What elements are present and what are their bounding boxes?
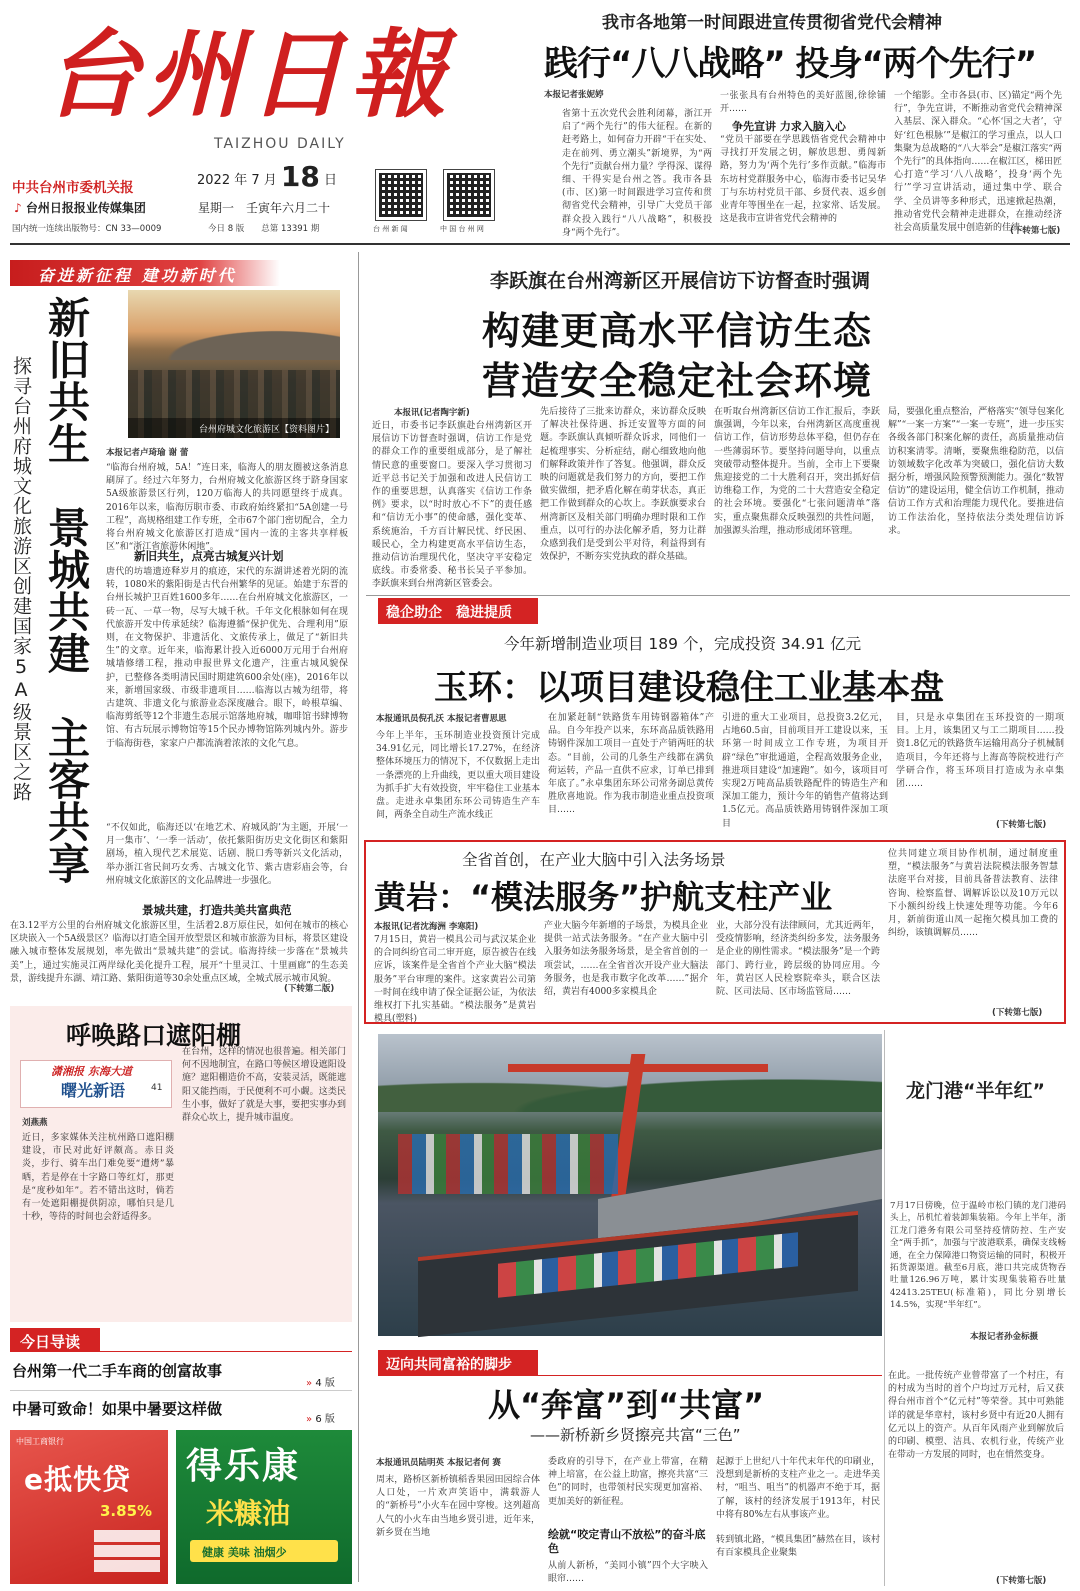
center-byline: 本报讯(记者陶宇新) (394, 408, 470, 418)
masthead-group (14, 199, 146, 216)
port-crane-arm (508, 1064, 768, 1072)
huangyan-col2: 产业大脑今年新增的子场景，为模具企业提供一站式法务服务。“在产业大脑中引入服务如法务服务场景，是全省首创的一项尝试，……在全省首次开设产业大脑法务服务，也是我市数字化改革……”据介绍，黄岩有4000多家模具企 (544, 921, 708, 998)
date-prefix: 2022 年 7 月 (197, 173, 277, 188)
center-headline-1: 构建更高水平信访生态 (482, 309, 873, 353)
feature-text-3: 在3.12平方公里的台州府城文化旅游区里，生活着2.8万原住民，如何在城市的核心区块嵌入一个5A级景区？临海以打造全国开放型景区和城市旅游为目标，将景区建设融入城市整体发展规划，率先做出“景城共建”的尝试。临海持续一步落在“景城共美”上，通过实施灵江两岸绿化美化提升工程，展开“十里灵江、十里画廊”的生态美景，游线提升东湖、靖江路、紫阳街道等30余处重点区域，全城式展示城市风貌。 (10, 921, 348, 984)
port-title: 龙门港“半年红” (906, 1080, 1045, 1102)
yuhuan-col1: 今年上半年，玉环制造业投资预计完成34.91亿元，同比增长17.27%，在经济整体环境压力的情况下，不仅数据上走出一条漂亮的上升曲线，更以重大项目建设为抓手扩大有效投资，牢牢稳住工业基本盘。走进永卓集团东环公司铸造生产车间，两条全自动生产流水线正 (376, 731, 540, 821)
guide-item-2[interactable]: 中暑可致命！如果中暑要这样做 (12, 1400, 223, 1418)
masthead-cn: 国内统一连续出版物号：CN 33—0009 (12, 224, 162, 234)
qr2-label: 中 国 台 州 网 (440, 225, 484, 233)
column-logo (20, 1060, 172, 1108)
feature-vertical-title: 新旧共生 景城共建 主客共享 (42, 296, 91, 884)
center-kicker: 李跃旗在台州湾新区开展信访下访督查时强调 (490, 270, 871, 292)
left-column-divider (358, 252, 359, 1582)
top-story-col2-lead: 一张张具有台州特色的美好蓝图,徐徐铺开…… (720, 91, 886, 115)
section-banner-common-prosperity (378, 1350, 538, 1376)
center-col4: 局，要强化重点整治，严格落实“领导包案化解”“一案一方案”“一案一专班”，进一步压实各级各部门积案化解的责任，高质量推动信访积案清零。清晰，要聚焦维稳防范，以信访领域数字化改革为突破口，强化信访大数据分析，增强风险预警预测能力。强化“数智信访”的建设运用，健全信访工作机制，推动信访工作方式和治理能力现代化。要推进信访工作法治化，坚持依法分类处理信访诉求。 (888, 407, 1065, 536)
top-story-col2: “党员干部要在学思践悟省党代会精神中寻找打开发展之钥，解放思想、勇闯新路，努力为‘两个先行’多作贡献。”临海市东坊村党群服务中心，临海市委书记吴华丁与东坊村党员干部、乡贤代表、返乡创业青年等围坐在一起，拉家常、话发展。这是我市宣讲省党代会精神的 (720, 135, 886, 225)
yuhuan-byline: 本报通讯员倪孔沃 本报记者曹思思 (376, 714, 507, 724)
masthead-date (197, 160, 337, 193)
top-story-kicker: 我市各地第一时间跟进宣传贯彻省党代会精神 (602, 13, 942, 33)
port-byline: 本报记者孙金标摄 (970, 1332, 1039, 1342)
center-col3: 在听取台州湾新区信访工作汇报后，李跃旗强调，今年以来，台州湾新区高度重视信访工作，信访形势总体平稳，但仍存在一些薄弱环节。要坚持问题导向，以重点突破带动整体提升。当前，全市上下要聚焦迎接党的二十大胜利召开，突出抓好信访维稳工作，为党的二十大营造安全稳定的社会环境。要强化“七张问题清单”落实，重点聚焦群众反映强烈的共性问题，加强源头治理，推动形成闭环管理。 (714, 407, 880, 536)
right-column-divider (884, 1030, 885, 1586)
top-story-headline: 践行“八八战略” 投身“两个先行” (544, 44, 1037, 84)
bottom-col2: 委政府的引导下，在产业上带富，在精神上培富，在公益上助富，擦亮共富“三色”的同时，也带领村民实现更加富裕、更加美好的新征程。 (548, 1457, 708, 1507)
bottom-col2-subhead: 绘就“咬定青山不放松”的奋斗底色 (548, 1528, 706, 1555)
center-divider-1 (366, 595, 1070, 596)
huangyan-jump[interactable]: (下转第七版) (992, 1008, 1043, 1018)
bottom-jump[interactable]: (下转第七版) (996, 1576, 1047, 1586)
top-story-col3: 一个缩影。全市各县(市、区)锚定“两个先行”，争先宣讲，不断推动省党代会精神深入基层、深入群众。“心怀‘国之大者’，守好‘红色根脉’”是椒江的学习重点，以人口集聚为总战略的“八大举会”是椒江落实“两个先行”的具体指向……在椒江区，梯田匠心打造“学习‘八八战略’，投身‘两个先行’”学习宣讲活动，通过集中学、联合学、全员讲等多种形式，迅速掀起热潮，推动省党代会精神走进群众，在推动经济社会高质量发展中创造新的佳绩。 (894, 91, 1062, 234)
huangyan-col3: 业，大部分没有法律顾问，尤其近两年，受疫情影响，经济类纠纷多发，法务服务是企业的刚性需求。“模法服务”是一个跨部门、跨行业，跨层级的协同应用。今年，黄岩区人民检察院牵头，联合区法院、区司法局、区市场监管局…… (716, 921, 880, 998)
ad-bank-rate: 3.85% (100, 1502, 153, 1520)
masthead-divider (10, 243, 1070, 245)
feature-banner-text: 奋进新征程 建功新时代 (38, 266, 237, 285)
bottom-col3-text: 转到镇北路，“模具集团”赫然在目，该村有百家模具企业聚集 (716, 1535, 880, 1559)
ad-rice-oil[interactable] (176, 1430, 352, 1584)
feature-photo[interactable] (128, 290, 340, 438)
column-author: 刘燕燕 (22, 1118, 48, 1128)
center-col2: 先后接待了三批来访群众，来访群众反映了解决社保待遇、拆迁安置等方面的问题。李跃旗认真倾听群众诉求，同他们一起梳理事实、分析症结，耐心细致地向他们解释政策并作了答复。他强调，群众反映的问题就是我们努力的方向，要把工作做实做细，把矛盾化解在萌芽状态，真正把工作做到群众的心坎上。李跃旗要求台州湾新区及相关部门明确办理时限和工作重点，以可行的办法化解矛盾，努力让群众感到我们是受到公平对待，利益得到有效保护，不断夯实党执政的群众基础。 (540, 407, 706, 563)
date-suffix: 日 (324, 173, 338, 188)
guide-arrow-icon: » (306, 1378, 313, 1389)
column-logo-main: 曙光新语 (61, 1081, 126, 1100)
bottom-byline: 本报通讯员陆明英 本报记者何 赛 (376, 1458, 501, 1468)
feature-subhead-1: 新旧共生，点亮古城复兴计划 (134, 549, 284, 563)
photo-caption (128, 418, 340, 438)
guide-item-1[interactable]: 台州第一代二手车商的创富故事 (12, 1362, 223, 1380)
guide-item-2-page-text: 6 版 (315, 1414, 335, 1425)
section-banner-common-prosperity-text: 迈向共同富裕的脚步 (386, 1357, 512, 1373)
yuhuan-col3: 引进的重大工业项目，总投资3.2亿元，占地60.5亩，目前项目开工建设以来，玉环第一时间成立工作专班，为项目开辟“绿色”审批通道，全程高效服务企业，推进项目建设“加速跑”。如今，该项目可实现2万吨高品质铁路配件的铸造生产和深加工能力，预计今年的销售产值将达到1.5亿元。高品质铁路用铸钢件深加工项目 (722, 713, 888, 829)
top-story (540, 0, 1070, 240)
ad-bank[interactable] (10, 1430, 168, 1584)
column-text-1: 近日，多家媒体关注杭州路口遮阳棚建设，市民对此好评颇高。赤日炎炎，步行、骑车出门难免要“遭烤”暴晒，若是停在十字路口等红灯，那更是“度秒如年”。若不错出这时，倘若有一处遮阳棚提供阴凉，哪怕只是几十秒，等待的时间也会舒适得多。 (22, 1133, 174, 1223)
column-text-2: 在台州，这样的情况也很普遍。相关部门何不因地制宜，在路口等候区增设遮阳设施？遮阳棚造价不高，安装灵活，既能遮阳又能挡雨，于民便利不可小觑。这类民生小事，做好了就是大事，要把实事办到群众心坎上，提升城市温度。 (182, 1047, 346, 1124)
huangyan-col1: 7月15日，黄岩一模具公司与武汉某企业的合同纠纷官司二审开庭，原告被告在线应诉，该案件是全省首个产业大脑“模法服务”平台审理的案件。这家黄岩公司第一时间在线申请了保全证据公证，为依法维权打下扎实基础。“模法服务”是黄岩模具(塑料) (374, 935, 537, 1025)
guide-header-text: 今日导读 (20, 1333, 81, 1351)
guide-header (10, 1328, 100, 1352)
ad-rice-oil-sub: 米糠油 (206, 1497, 291, 1530)
huangyan-story (364, 840, 1066, 1024)
yuhuan-col4: 目，只是永卓集团在玉环投资的一期项目。上月，该集团又与工二期项目……投资1.8亿元的铁路货车运输用高分子机械制造项目，今年还将与上海高等院校进行产学研合作，将玉环项目打造成为永卓集团…… (896, 713, 1064, 790)
top-story-jump[interactable]: (下转第七版) (1010, 226, 1061, 236)
center-story (366, 252, 1070, 597)
ad-rice-oil-slogan-bar (190, 1540, 338, 1562)
top-story-col2-subhead: 争先宣讲 力求入脑入心 (732, 120, 846, 133)
huangyan-kicker: 全省首创，在产业大脑中引入法务场景 (462, 851, 726, 869)
newspaper-logo: 台州日報 (44, 18, 452, 131)
huangyan-byline: 本报讯(记者沈海洲 李寒阳) (374, 922, 479, 932)
feature-jump-bottom[interactable]: (下转第二版) (284, 984, 335, 994)
photo-caption-text: 台州府城文化旅游区【资料图片】 (198, 425, 334, 435)
guide-header-rule (100, 1351, 352, 1352)
ad-rice-oil-brand: 得乐康 (186, 1446, 301, 1487)
qr1-label: 台 州 新 闻 (373, 225, 408, 233)
column-title: 呼唤路口遮阳棚 (66, 1021, 242, 1050)
bottom-story (366, 1371, 1070, 1588)
masthead (0, 0, 540, 240)
guide-arrow-icon: » (306, 1414, 313, 1425)
yuhuan-headline: 玉环：以项目建设稳住工业基本盘 (434, 668, 944, 708)
yuhuan-col2: 在加紧赶制“铁路货车用铸钢器箱体”产品。自今年投产以来，东环高品质铁路用铸钢件深加工项目一直处于产销两旺的状态。“目前，公司的几条生产线都在满负荷运转，产品一直供不应求，订单已排到年底了。”永卓集团东环公司常务副总黄传胜欣喜地说。作为我市制造业重点投资项目…… (548, 713, 714, 816)
opinion-column (10, 1006, 352, 1322)
yuhuan-jump[interactable]: (下转第七版) (996, 820, 1047, 830)
top-story-byline: 本报记者张妮婷 (544, 90, 604, 100)
masthead-weekday: 星期一 壬寅年六月二十 (198, 201, 331, 215)
masthead-organ: 中共台州市委机关报 (12, 180, 134, 196)
group-name: 台州日报报业传媒集团 (25, 201, 146, 215)
qr-code-china-taizhou[interactable] (444, 170, 494, 220)
qr-code-taizhou-news[interactable] (376, 170, 426, 220)
bottom-col4: 在此。一批传统产业曾带富了一个村庄，有的村成为当时的首个户均过万元村，后又获得台州市首个“亿元村”等荣誉。其中可熟能详的就是华章村，该村乡贤中有近20人拥有亿元以上的资产。从百年风雨产业到解放后的印刷、模塑、洁具、农机行业，传统产业在带动一方发展的同时，也在悄然变身。 (888, 1371, 1064, 1461)
port-photo[interactable] (378, 1034, 882, 1336)
date-day: 18 (280, 160, 320, 193)
port-text: 7月17日傍晚，位于温岭市松门镇的龙门港码头上，吊机忙着装卸集装箱。今年上半年，浙江龙门港务有限公司坚持疫情防控、生产安全“两手抓”，加强与宁波港联系，确保支线畅通，在全力保障港口物资运输的同时，积极开拓货源渠道。截至6月底，港口共完成货物吞吐量126.96万吨，累计实现集装箱吞吐量42413.25TEU(标准箱)，同比分别增长14.5%，实现“半年红”。 (890, 1201, 1066, 1311)
yuhuan-story (366, 626, 1070, 836)
feature-vertical-subtitle: 探寻台州府城文化旅游区创建国家5A级景区之路 (10, 356, 32, 802)
guide-item-1-page[interactable] (306, 1374, 335, 1389)
huangyan-col4: 位共同建立项目协作机制，通过制度重塑，“模法服务”与黄岩法院模法服务智慧法庭平台对接，目前具备普法教育、法律咨询、检察监督、调解诉讼以及10万元以下小额纠纷线上快速处理等功能。今年6月，新前街道山凤一起拖欠模具加工费的纠纷，该镇调解员…… (888, 849, 1058, 939)
ad-bank-name: 中国工商银行 (16, 1437, 64, 1446)
bottom-col1: 周末，路桥区新桥镇稻香果园田园综合体人口处，一片欢声笑语中，满载游人的“新桥号”小火车在园中穿梭。这列超高人气的小火车由当地乡贤引进，近年来，新乡贤在当地 (376, 1475, 540, 1538)
guide-rule (10, 1390, 352, 1391)
ad-bank-product: e抵快贷 (24, 1463, 131, 1496)
ad-bank-buttons (94, 1530, 160, 1574)
guide-item-1-page-text: 4 版 (315, 1378, 335, 1389)
today-guide (10, 1326, 352, 1425)
column-logo-top: 潇湘报 东海大道 (51, 1065, 132, 1078)
feature-lead: “临海台州府城，5A！”连日来，临海人的朋友圈被这条消息刷屏了。经过六年努力，台州府城文化旅游区终于跻身国家5A级旅游景区行列，120万临海人的共同愿望终于成真。2016年以来，临海厉职市委、市政府始终紧扣“5A创建一号工程”，高规格组建工作专班，全市67个部门密切配合，全力将台州府城文化旅游区打造成“国内一流的主客共享样板区”和“浙江省旅游休闲地”。 (106, 463, 348, 553)
yuhuan-kicker: 今年新增制造业项目 189 个，完成投资 34.91 亿元 (504, 635, 862, 653)
section-banner-stable-text: 稳企助企 稳进提质 (386, 605, 512, 621)
group-logo-icon: ♪ (14, 201, 22, 215)
masthead-subtitle: TAIZHOU DAILY (214, 136, 346, 152)
center-col1: 近日，市委书记李跃旗赴台州湾新区开展信访下访督查时强调，信访工作是党的群众工作的重要组成部分，是了解社情民意的重要窗口。要深入学习贯彻习近平总书记关于加强和改进人民信访工作的重要思想，认真落实《信访工作条例》要求，以“时时放心不下”的责任感和“信访无小事”的使命感，强化变革、系统施治，千方百计解民忧、纾民困、暖民心，全力构建更高水平信访生态，推动信访治理现代化，坚决守平安稳定底线。市委常委、秘书长吴子平参加。李跃旗来到台州湾新区管委会。 (372, 421, 532, 590)
feature-text-2: “不仅如此，临海还以‘在地艺术、府城风韵’为主题，开展‘一月一集市’、‘一季一活动’，依托紫阳街历史文化街区和紫阳剧场，植入现代艺术展览、话剧、脱口秀等新兴文化活动，举办浙江省民间巧女秀、古城文化节、紫古唐彩庙会等，台州府城文化旅游区的文化品牌进一步强化。 (106, 823, 348, 886)
bottom-col3: 起源于上世纪八十年代末年代的印刷业，没想到是新桥的支柱产业之一。走进华美村，“咀当、咀当”的机器声不绝于耳，据了解，该村的经济发展于1913年，村民中将有80%左右从事该产业。 (716, 1457, 880, 1520)
feature-byline: 本报记者卢琦瑜 谢 蕾 (106, 448, 189, 458)
ad-rice-oil-slogan: 健康 美味 油烟少 (202, 1546, 287, 1559)
guide-item-2-page[interactable] (306, 1410, 335, 1425)
top-story-col1: 省第十五次党代会胜利闭幕，浙江开启了“两个先行”的伟大征程。在新的赶考路上，如何奋力开辟“干在实处、走在前列、勇立潮头”新境界，为“两个先行”贡献台州力量？学得深、谋得细、干得实是台州之答。我市各县(市、区)第一时间跟进学习宣传和贯彻省党代会精神，引导广大党员干部群众投入践行“八八战略”，积极投身“两个先行”。 (562, 109, 712, 238)
feature-banner (10, 260, 280, 286)
huangyan-headline: 黄岩：“模法服务”护航支柱产业 (374, 878, 833, 916)
bottom-banner-rule (538, 1375, 882, 1376)
feature-subhead-2: 景城共建，打造共美共富典范 (142, 903, 292, 917)
bottom-headline: 从“奔富”到“共富” (488, 1386, 765, 1424)
column-logo-num: 41 (151, 1083, 163, 1093)
bottom-subheadline: ——新桥新乡贤擦亮共富“三色” (530, 1426, 741, 1444)
section-banner-stable (378, 598, 538, 624)
photo-mountain (128, 320, 340, 360)
left-feature (10, 252, 352, 1002)
center-headline-2: 营造安全稳定社会环境 (482, 359, 873, 403)
port-containers-yard (398, 1134, 618, 1194)
bottom-col2-text: 从前人新桥，“美同小镇”四个大字映入眼帘…… (548, 1561, 708, 1585)
feature-text-1: 唐代的坊墙遗迹释岁月的痕迹，宋代的东湖讲述着光阴的流转，1080米的紫阳街是古代台州繁华的见证。始建于东晋的台州长城护卫百姓1600多年……在台州府城文化旅游区，一砖一瓦、一草一物，尽写大城千秋。千年文化根脉如何在现代旅游开发中传承延续？临海遵循“保护优先、合理利用”原则，在文物保护、非遗活化、文旅传承上，做足了“新旧共生”的文章。近年来，临海累计投入近6000万元用于台州府城墙修缮工程，推动申报世界文化遗产，注重古城风貌保护，已整修各类明清民国时期建筑600余处(座)，2016年以来，新增国家级、市级非遗项目……临海以古城为纽带，将古建筑、非遗文化与旅游业态深度融合。眼下，岭根草编、临海剪纸等12个非遗生态展示馆落地府城，咖啡馆书肆博物馆、有古玩展示博物馆等15个民办博物馆陈列城内外。游步于临海街巷，家家户户都流淌着浓浓的文化气息。 (106, 567, 348, 749)
masthead-pages: 今日 8 版 总第 13391 期 (208, 224, 320, 234)
